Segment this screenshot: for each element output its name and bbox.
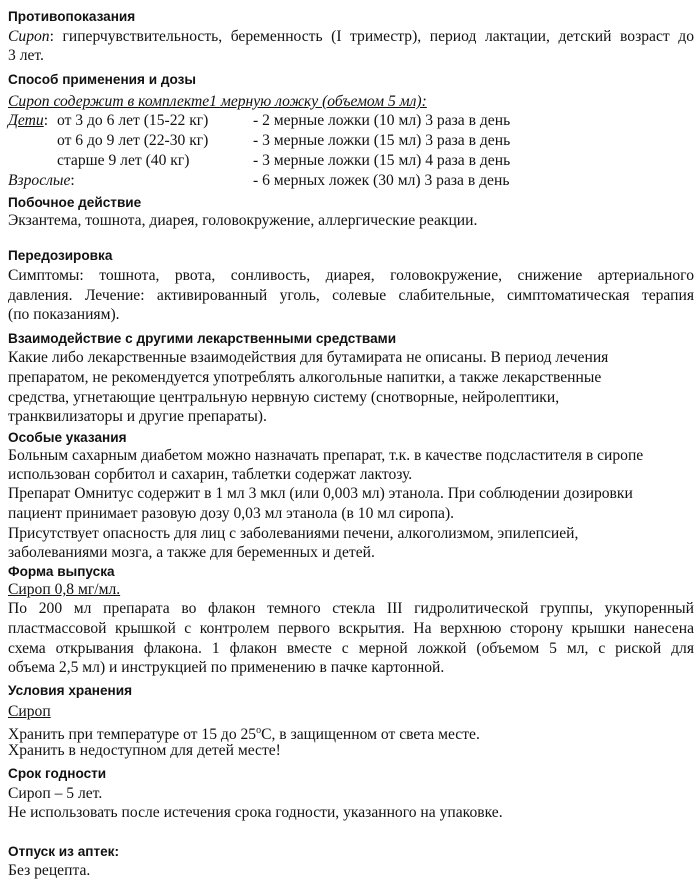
contraindications-text: : гиперчувствительность, беременность (I триместр), период лактации, детский возраст до xyxy=(49,28,694,45)
adults-dose: - 6 мерных ложек (30 мл) 3 раза в день xyxy=(253,172,510,189)
section-title-shelf-life: Срок годности xyxy=(8,766,107,781)
section-title-storage: Условия хранения xyxy=(8,683,133,698)
dose-row-age-1: от 3 до 6 лет (15-22 кг) xyxy=(57,112,209,129)
children-label: Дети: xyxy=(8,112,49,129)
interactions-line-1: Какие либо лекарственные взаимодействия для бутамирата не описаны. В период лечения xyxy=(8,349,609,366)
section-title-contraindications: Противопоказания xyxy=(8,9,136,24)
overdose-line-1: Симптомы: тошнота, рвота, сонливость, диарея, головокружение, снижение артериального xyxy=(8,267,694,284)
special-line-3: Препарат Омнитус содержит в 1 мл 3 мкл (или 0,003 мл) этанола. При соблюдении дозировки xyxy=(8,485,633,502)
storage-subtitle: Сироп xyxy=(8,703,51,720)
dose-row-age-2: от 6 до 9 лет (22-30 кг) xyxy=(57,132,209,149)
degree-mark: о xyxy=(256,725,262,736)
interactions-line-2: препаратом, не рекомендуется употреблять алкогольные напитки, а также лекарственные xyxy=(8,369,602,386)
special-line-5: Присутствует опасность для лиц с заболеваниями печени, алкоголизмом, эпилепсией, xyxy=(8,525,579,542)
overdose-line-3: (по показаниям). xyxy=(8,306,120,323)
storage-line-2: Хранить в недоступном для детей месте! xyxy=(8,742,281,759)
adults-label: Взрослые: xyxy=(8,172,75,189)
section-title-overdose: Передозировка xyxy=(8,248,113,263)
release-form-line-3: схема открывания флакона. 1 флакон вместе с мерной ложкой (объемом 5 мл, с риской для xyxy=(8,640,694,657)
storage-line-1: Хранить при температуре от 15 до $25^оС$, в защищенном от света месте. xyxy=(8,725,480,744)
section-title-release-form: Форма выпуска xyxy=(8,564,115,579)
contraindications-line-2: 3 лет. xyxy=(8,47,44,64)
section-title-dispensing: Отпуск из аптек: xyxy=(8,844,120,859)
special-line-2: использован сорбитол и сахарин, таблетки содержат лактозу. xyxy=(8,466,413,483)
special-line-4: пациент принимает разовую дозу 0,03 мл этанола (в 10 мл сиропа). xyxy=(8,505,455,522)
dispensing-line-1: Без рецепта. xyxy=(8,862,91,879)
section-title-side-effects: Побочное действие xyxy=(8,195,142,210)
special-line-1: Больным сахарным диабетом можно назначать препарат, т.к. в качестве подсластителя в сиропе xyxy=(8,447,644,464)
side-effects-line-1: Экзантема, тошнота, диарея, головокружение, аллергические реакции. xyxy=(8,212,478,229)
section-title-dosage: Способ применения и дозы xyxy=(8,72,196,87)
dosage-spoon-note: Сироп содержит в комплекте1 мерную ложку (объемом 5 мл): xyxy=(8,93,427,110)
section-title-interactions: Взаимодействие с другими лекарственными средствами xyxy=(8,331,397,346)
overdose-line-2: давления. Лечение: активированный уголь, солевые слабительные, симптоматическая терапия xyxy=(8,287,694,304)
release-form-subtitle: Сироп 0,8 мг/мл. xyxy=(8,581,121,598)
release-form-line-2: пластмассовой крышкой с контролем первого вскрытия. На верхнюю сторону крышки нанесена xyxy=(8,620,694,637)
release-form-line-4: объема 2,5 мл) и инструкцией по применению в пачке картонной. xyxy=(8,659,445,676)
section-title-special: Особые указания xyxy=(8,430,127,445)
interactions-line-4: транквилизаторы и другие препараты). xyxy=(8,408,267,425)
dose-row-age-3: старше 9 лет (40 кг) xyxy=(57,152,190,169)
release-form-line-1: По 200 мл препарата во флакон темного стекла III гидролитической группы, укупоренный xyxy=(8,600,694,617)
dose-row-amount-2: - 3 мерные ложки (15 мл) 3 раза в день xyxy=(253,132,511,149)
contraindications-line-1 xyxy=(8,27,694,47)
special-line-6: заболеваниями мозга, а также для беременных и детей. xyxy=(8,544,375,561)
shelf-life-line-1: Сироп – 5 лет. xyxy=(8,785,103,802)
syrup-label: Сироп xyxy=(8,28,50,45)
interactions-line-3: средства, угнетающие центральную нервную систему (снотворные, нейролептики, xyxy=(8,389,560,406)
dose-row-amount-1: - 2 мерные ложки (10 мл) 3 раза в день xyxy=(253,112,511,129)
shelf-life-line-2: Не использовать после истечения срока годности, указанного на упаковке. xyxy=(8,804,503,821)
dose-row-amount-3: - 3 мерные ложки (15 мл) 4 раза в день xyxy=(253,152,511,169)
